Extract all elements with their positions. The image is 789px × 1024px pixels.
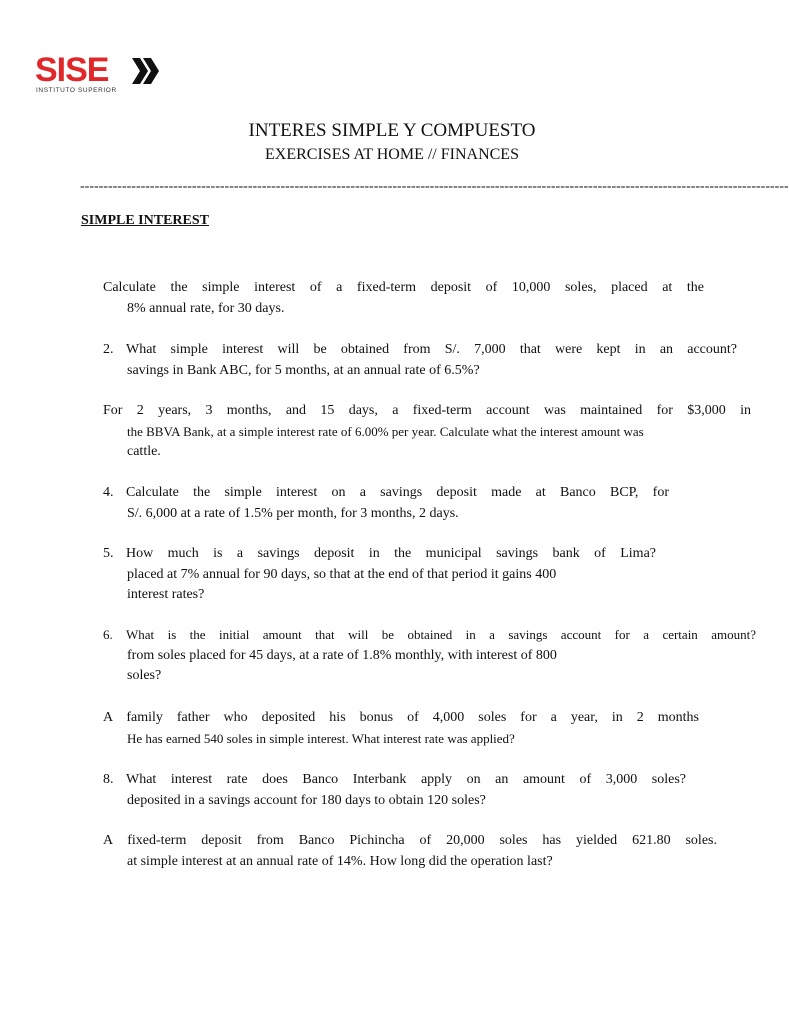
exercise-line: S/. 6,000 at a rate of 1.5% per month, for 3 months, 2 days. [127, 505, 459, 521]
exercise-item [103, 401, 751, 463]
exercise-line: interest rates? [127, 587, 205, 602]
exercise-line: A family father who deposited his bonus of 4,000 soles for a year, in 2 months [103, 710, 699, 725]
document-title: INTERES SIMPLE Y COMPUESTO [248, 120, 536, 141]
exercise-line: He has earned 540 soles in simple interest. What interest rate was applied? [127, 730, 515, 746]
exercise-item [103, 831, 717, 872]
exercise-line: Calculate the simple interest of a fixed-term deposit of 10,000 soles, placed at the [103, 280, 704, 295]
exercise-line: from soles placed for 45 days, at a rate of 1.8% monthly, with interest of 800 [127, 647, 557, 663]
exercise-line: A fixed-term deposit from Banco Pichincha of 20,000 soles has yielded 621.80 soles. [103, 833, 717, 848]
exercise-item [103, 483, 669, 524]
exercise-line [103, 483, 669, 504]
exercise-line [103, 770, 686, 791]
exercise-item [103, 625, 756, 687]
double-chevron-icon [132, 58, 160, 84]
logo-subtitle: INSTITUTO SUPERIOR [36, 87, 117, 94]
section-title: SIMPLE INTEREST [81, 213, 209, 228]
sise-logo [35, 52, 170, 100]
exercise-line: deposited in a savings account for 180 days to obtain 120 soles? [127, 792, 486, 808]
exercise-number: 4. [103, 485, 114, 500]
exercise-text: Calculate the simple interest on a savings deposit made at Banco BCP, for [126, 485, 669, 500]
exercise-line: at simple interest at an annual rate of 14%. How long did the operation last? [127, 853, 553, 869]
exercise-item [103, 278, 704, 319]
exercise-text: What is the initial amount that will be obtained in a savings account for a certain amount? [126, 627, 756, 642]
exercise-line [103, 544, 656, 565]
exercise-line: soles? [127, 668, 162, 683]
exercise-line [103, 625, 756, 646]
exercise-number: 8. [103, 772, 114, 787]
document-subtitle: EXERCISES AT HOME // FINANCES [265, 146, 519, 163]
exercise-text: What simple interest will be obtained from S/. 7,000 that were kept in an account? [126, 342, 737, 357]
separator-line: -------------------------------------------------------------------------------------------------------------------------------------------------------- [80, 179, 789, 194]
exercise-line: savings in Bank ABC, for 5 months, at an annual rate of 6.5%? [127, 362, 480, 378]
exercise-item [103, 544, 656, 606]
exercise-text: What interest rate does Banco Interbank apply on an amount of 3,000 soles? [126, 772, 686, 787]
exercise-item [103, 340, 737, 381]
exercise-number: 5. [103, 546, 114, 561]
exercise-line: the BBVA Bank, at a simple interest rate of 6.00% per year. Calculate what the interest amount was [127, 423, 644, 439]
exercise-line: cattle. [127, 444, 161, 459]
exercise-line: For 2 years, 3 months, and 15 days, a fixed-term account was maintained for $3,000 in [103, 403, 751, 418]
exercise-line: placed at 7% annual for 90 days, so that at the end of that period it gains 400 [127, 566, 557, 582]
exercise-text: How much is a savings deposit in the municipal savings bank of Lima? [126, 546, 656, 561]
exercise-line [103, 340, 737, 361]
logo-wordmark: SISE [35, 51, 109, 89]
exercise-item [103, 770, 686, 811]
exercise-item [103, 708, 699, 749]
exercise-line: 8% annual rate, for 30 days. [127, 300, 285, 316]
exercise-number: 2. [103, 342, 114, 357]
exercise-number: 6. [103, 627, 113, 642]
